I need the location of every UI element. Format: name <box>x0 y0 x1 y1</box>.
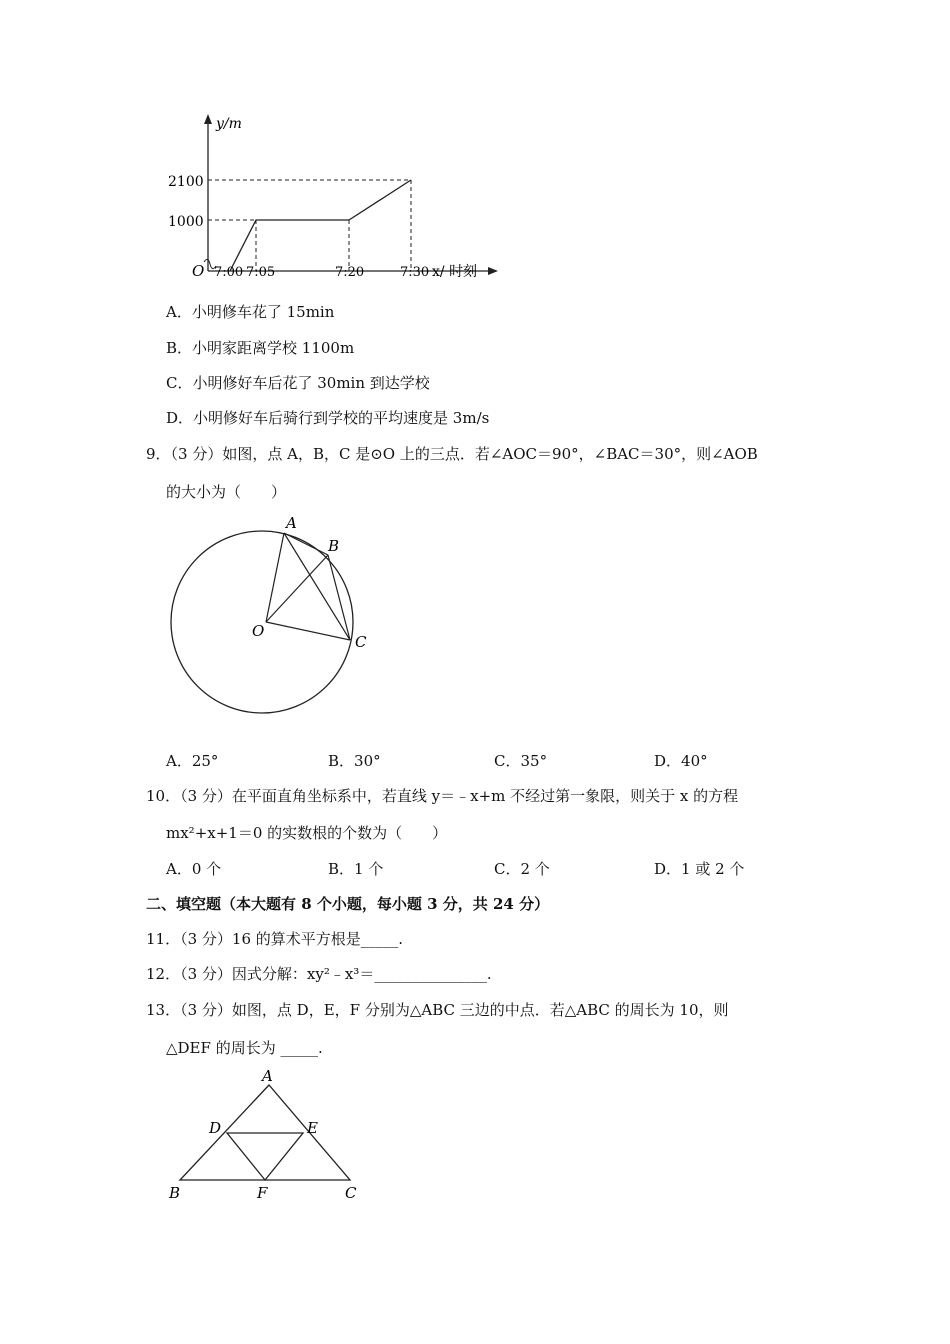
q8-option-c: C．小明修好车后花了 30min 到达学校 <box>166 374 430 392</box>
x-tick-730: 7:30 <box>400 265 430 280</box>
point-e-label: E <box>307 1119 318 1137</box>
distance-time-graph <box>160 108 500 288</box>
q8-option-a: A．小明修车花了 15min <box>166 303 335 321</box>
y-tick-1000: 1000 <box>168 214 204 230</box>
point-f-label: F <box>257 1184 268 1202</box>
q13-stem-line2: △DEF 的周长为 _____. <box>166 1039 323 1057</box>
point-b-label: B <box>328 537 340 555</box>
y-axis-arrow <box>204 114 212 124</box>
circle-figure <box>160 510 380 720</box>
q11-stem: 11．（3 分）16 的算术平方根是_____. <box>146 930 404 948</box>
point-a-label: A <box>286 514 297 532</box>
triangle-def <box>227 1133 303 1180</box>
q10-stem-line1: 10．（3 分）在平面直角坐标系中，若直线 y＝﹣x+m 不经过第一象限，则关于 x 的方程 <box>146 787 739 805</box>
q10-option-d: D．1 或 2 个 <box>654 860 745 878</box>
q10-stem-line2: mx²+x+1＝0 的实数根的个数为（ ） <box>166 824 448 842</box>
point-b-label: B <box>169 1184 181 1202</box>
q9-option-c: C．35° <box>494 752 548 770</box>
q13-stem-line1: 13．（3 分）如图，点 D，E，F 分别为△ABC 三边的中点．若△ABC 的周长为 10，则 <box>146 1001 729 1019</box>
point-c-label: C <box>355 633 367 651</box>
x-tick-720: 7:20 <box>335 265 365 280</box>
q9-stem-line1: 9．（3 分）如图，点 A，B，C 是⊙O 上的三点．若∠AOC＝90°，∠BAC＝30°，则∠AOB <box>146 445 758 463</box>
q9-stem-line2: 的大小为（ ） <box>166 483 287 501</box>
point-d-label: D <box>209 1119 222 1137</box>
x-axis-arrow <box>488 267 498 275</box>
q10-option-c: C．2 个 <box>494 860 550 878</box>
segment-oc <box>266 622 350 640</box>
q8-option-b: B．小明家距离学校 1100m <box>166 339 355 357</box>
point-o-label: O <box>252 622 265 640</box>
x-tick-705: 7:05 <box>246 265 276 280</box>
section-2-title: 二、填空题（本大题有 8 个小题，每小题 3 分，共 24 分） <box>146 895 550 913</box>
point-a-label: A <box>262 1067 273 1085</box>
segment-bc <box>328 555 350 640</box>
triangle-figure <box>160 1065 370 1205</box>
q9-option-a: A．25° <box>166 752 219 770</box>
q10-option-a: A．0 个 <box>166 860 222 878</box>
x-axis-label: x/ 时刻 <box>432 264 478 280</box>
point-c-label: C <box>345 1184 357 1202</box>
distance-line <box>230 180 411 271</box>
q12-stem: 12．（3 分）因式分解：xy²﹣x³＝_______________. <box>146 965 492 983</box>
origin-label: O <box>192 262 205 280</box>
y-axis-label: y/m <box>216 116 242 132</box>
q9-option-d: D．40° <box>654 752 708 770</box>
x-tick-700: 7:00 <box>214 265 244 280</box>
q9-option-b: B．30° <box>328 752 381 770</box>
y-tick-2100: 2100 <box>168 174 204 190</box>
segment-oa <box>266 533 284 622</box>
q8-option-d: D．小明修好车后骑行到学校的平均速度是 3m/s <box>166 409 490 427</box>
q10-option-b: B．1 个 <box>328 860 384 878</box>
